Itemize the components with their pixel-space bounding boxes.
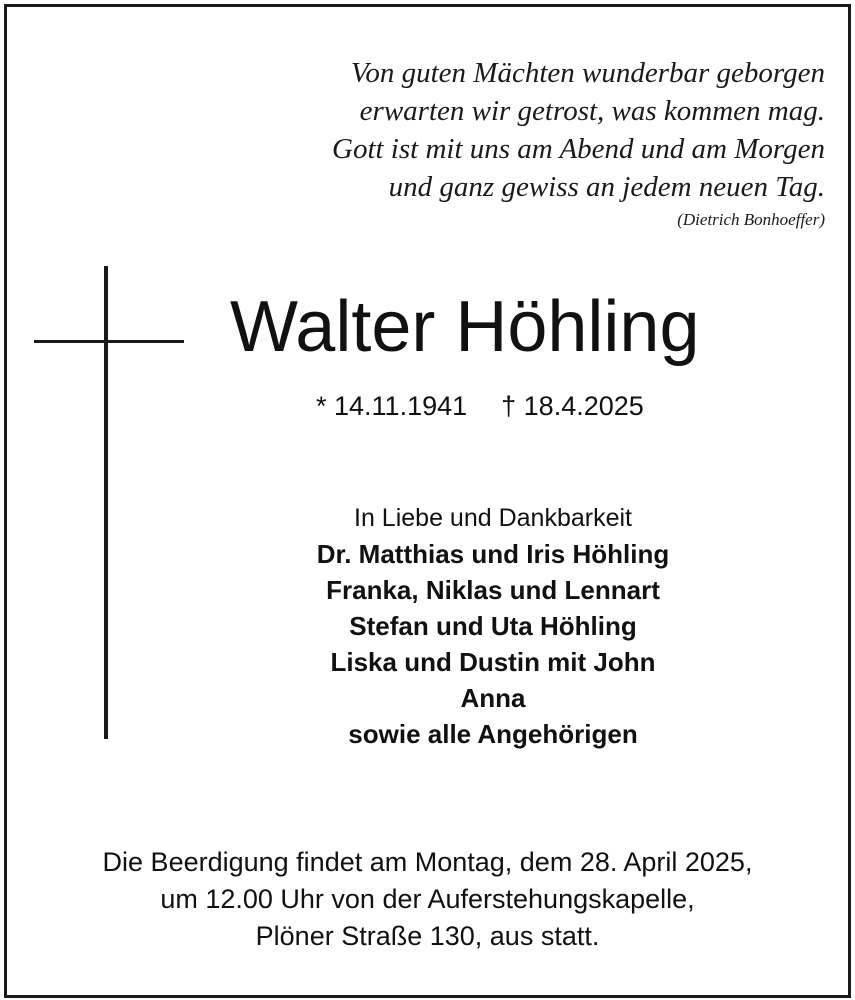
mourner-name: Franka, Niklas und Lennart [326, 575, 660, 605]
funeral-line: um 12.00 Uhr von der Auferstehungskapelle, [160, 884, 695, 914]
funeral-notice [0, 844, 855, 955]
quote-line: Gott ist mit uns am Abend und am Morgen [332, 133, 825, 165]
mourners-list [243, 536, 743, 752]
life-dates [316, 386, 644, 426]
mourner-name: Liska und Dustin mit John [330, 647, 656, 677]
death-date: † 18.4.2025 [501, 391, 644, 421]
mourners-block [243, 500, 743, 752]
bonhoeffer-quote [332, 54, 825, 232]
funeral-line: Die Beerdigung findet am Montag, dem 28. April 2025, [102, 847, 753, 877]
mourner-name: Stefan und Uta Höhling [349, 611, 637, 641]
mourner-name: Dr. Matthias und Iris Höhling [316, 539, 670, 569]
funeral-line: Plöner Straße 130, aus statt. [255, 921, 600, 951]
mourner-name: Anna [460, 683, 526, 713]
cross-icon-vertical-bar [104, 266, 108, 739]
quote-line: erwarten wir getrost, was kommen mag. [359, 95, 825, 127]
cross-icon-horizontal-bar [34, 340, 184, 343]
mourner-name: sowie alle Angehörigen [348, 719, 638, 749]
quote-author: (Dietrich Bonhoeffer) [677, 210, 825, 229]
quote-line: Von guten Mächten wunderbar geborgen [350, 57, 825, 89]
deceased-name: Walter Höhling [230, 287, 700, 367]
mourners-intro: In Liebe und Dankbarkeit [354, 504, 632, 532]
birth-date: * 14.11.1941 [316, 391, 468, 421]
quote-line: und ganz gewiss an jedem neuen Tag. [388, 171, 825, 203]
